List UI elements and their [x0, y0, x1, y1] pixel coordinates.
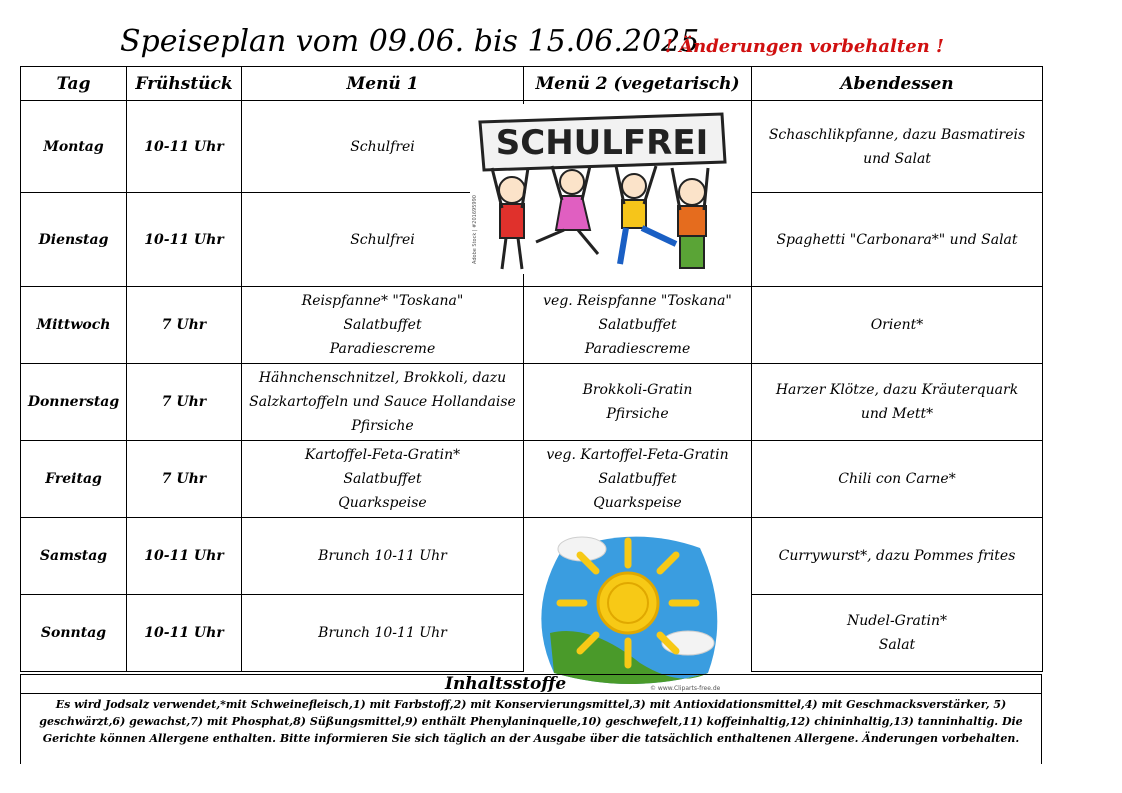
- menu1-cell: [242, 518, 524, 595]
- dinner-cell: [752, 364, 1043, 441]
- changes-note: ! Änderungen vorbehalten !: [665, 36, 944, 57]
- menu2-line: Salatbuffet: [598, 317, 677, 333]
- menu1-line: Hähnchenschnitzel, Brokkoli, dazu: [258, 370, 507, 386]
- dinner-line: Currywurst*, dazu Pommes frites: [778, 548, 1016, 564]
- dinner-line: Chili con Carne*: [838, 471, 956, 487]
- dinner-line: Nudel-Gratin*: [846, 613, 948, 629]
- day-name: Sonntag: [21, 595, 127, 672]
- menu1-line: Salzkartoffeln und Sauce Hollandaise: [249, 394, 516, 410]
- menu2-line: Salatbuffet: [598, 471, 677, 487]
- menu1-line: Brunch 10-11 Uhr: [318, 548, 447, 564]
- col-header-menu1: Menü 1: [242, 67, 524, 101]
- menu2-line: Brokkoli-Gratin: [582, 382, 693, 398]
- menu1-line: Schulfrei: [350, 231, 415, 248]
- menu2-cell: [524, 441, 752, 518]
- breakfast-time: 10-11 Uhr: [127, 518, 242, 595]
- dinner-cell: [752, 287, 1043, 364]
- menu1-line: Pfirsiche: [351, 418, 414, 434]
- menu2-line: Quarkspeise: [593, 495, 682, 511]
- menu1-line: Paradiescreme: [329, 341, 436, 357]
- menu2-cell: [524, 364, 752, 441]
- sun-illustration: [530, 523, 726, 693]
- col-header-dinner: Abendessen: [752, 67, 1043, 101]
- col-header-day: Tag: [21, 67, 127, 101]
- dinner-cell: [752, 518, 1043, 595]
- menu1-cell: [242, 364, 524, 441]
- info-title: Inhaltsstoffe: [445, 674, 567, 694]
- info-divider: [20, 693, 1042, 694]
- breakfast-time: 10-11 Uhr: [127, 595, 242, 672]
- breakfast-time: 7 Uhr: [127, 364, 242, 441]
- day-row: [21, 364, 1043, 441]
- menu2-line: veg. Kartoffel-Feta-Gratin: [546, 447, 729, 463]
- dinner-cell: [752, 441, 1043, 518]
- col-header-menu2: Menü 2 (vegetarisch): [524, 67, 752, 101]
- dinner-cell: [752, 595, 1043, 672]
- day-name: Montag: [21, 101, 127, 193]
- dinner-line: und Mett*: [860, 406, 934, 422]
- dinner-line: Harzer Klötze, dazu Kräuterquark: [775, 382, 1019, 398]
- menu2-line: Pfirsiche: [606, 406, 669, 422]
- menu2-line: veg. Reispfanne "Toskana": [543, 293, 732, 309]
- dinner-line: Schaschlikpfanne, dazu Basmatireis: [768, 126, 1026, 143]
- dinner-cell: [752, 101, 1043, 193]
- menu1-cell: [242, 441, 524, 518]
- col-header-breakfast: Frühstück: [127, 67, 242, 101]
- menu2-line: Paradiescreme: [584, 341, 691, 357]
- day-name: Donnerstag: [21, 364, 127, 441]
- menu1-line: Schulfrei: [350, 138, 415, 155]
- schulfrei-illustration: [470, 104, 728, 274]
- menu1-line: Kartoffel-Feta-Gratin*: [304, 447, 461, 463]
- dinner-line: und Salat: [863, 150, 931, 167]
- day-name: Freitag: [21, 441, 127, 518]
- info-text: Es wird Jodsalz verwendet,*mit Schweinefleisch,1) mit Farbstoff,2) mit Konservierungsmittel,3) mit Antioxidationsmittel,4) mit Geschmacksverstärker, 5) geschwärzt,6) gewachst,7) mit Phosphat,8) Süßungsmittel,9) enthält Phenylaninquelle,10) geschwefelt,11) koffeinhaltig,12) chininhaltig,13) tanninhaltig. Die Gerichte können Allergene enthalten. Bitte informieren Sie sich täglich an der Ausgabe über die tatsächlich enthaltenen Allergene. Änderungen vorbehalten.: [39, 698, 1023, 745]
- menu2-cell: [524, 287, 752, 364]
- schulfrei-svg: [470, 104, 728, 274]
- menu1-line: Salatbuffet: [343, 471, 422, 487]
- schulfrei-credit: Adobe Stock | #201695990: [472, 195, 478, 264]
- day-name: Dienstag: [21, 193, 127, 287]
- day-row: [21, 287, 1043, 364]
- breakfast-time: 10-11 Uhr: [127, 101, 242, 193]
- day-name: Mittwoch: [21, 287, 127, 364]
- day-name: Samstag: [21, 518, 127, 595]
- breakfast-time: 10-11 Uhr: [127, 193, 242, 287]
- dinner-line: Orient*: [870, 317, 924, 333]
- page-title: Speiseplan vom 09.06. bis 15.06.2025: [120, 24, 700, 59]
- sun-svg: [530, 523, 726, 693]
- menu1-line: Quarkspeise: [338, 495, 427, 511]
- sun-credit: © www.Cliparts-free.de: [650, 685, 721, 692]
- breakfast-time: 7 Uhr: [127, 441, 242, 518]
- menu1-line: Brunch 10-11 Uhr: [318, 625, 447, 641]
- menu1-line: Salatbuffet: [343, 317, 422, 333]
- day-row: [21, 441, 1043, 518]
- menu1-cell: [242, 287, 524, 364]
- schulfrei-sign-text: SCHULFREI: [495, 123, 709, 163]
- dinner-line: Spaghetti "Carbonara*" und Salat: [776, 231, 1018, 248]
- dinner-line: Salat: [878, 637, 916, 653]
- breakfast-time: 7 Uhr: [127, 287, 242, 364]
- menu1-cell: [242, 595, 524, 672]
- dinner-cell: [752, 193, 1043, 287]
- header-row: [21, 67, 1043, 101]
- menu1-line: Reispfanne* "Toskana": [301, 293, 464, 309]
